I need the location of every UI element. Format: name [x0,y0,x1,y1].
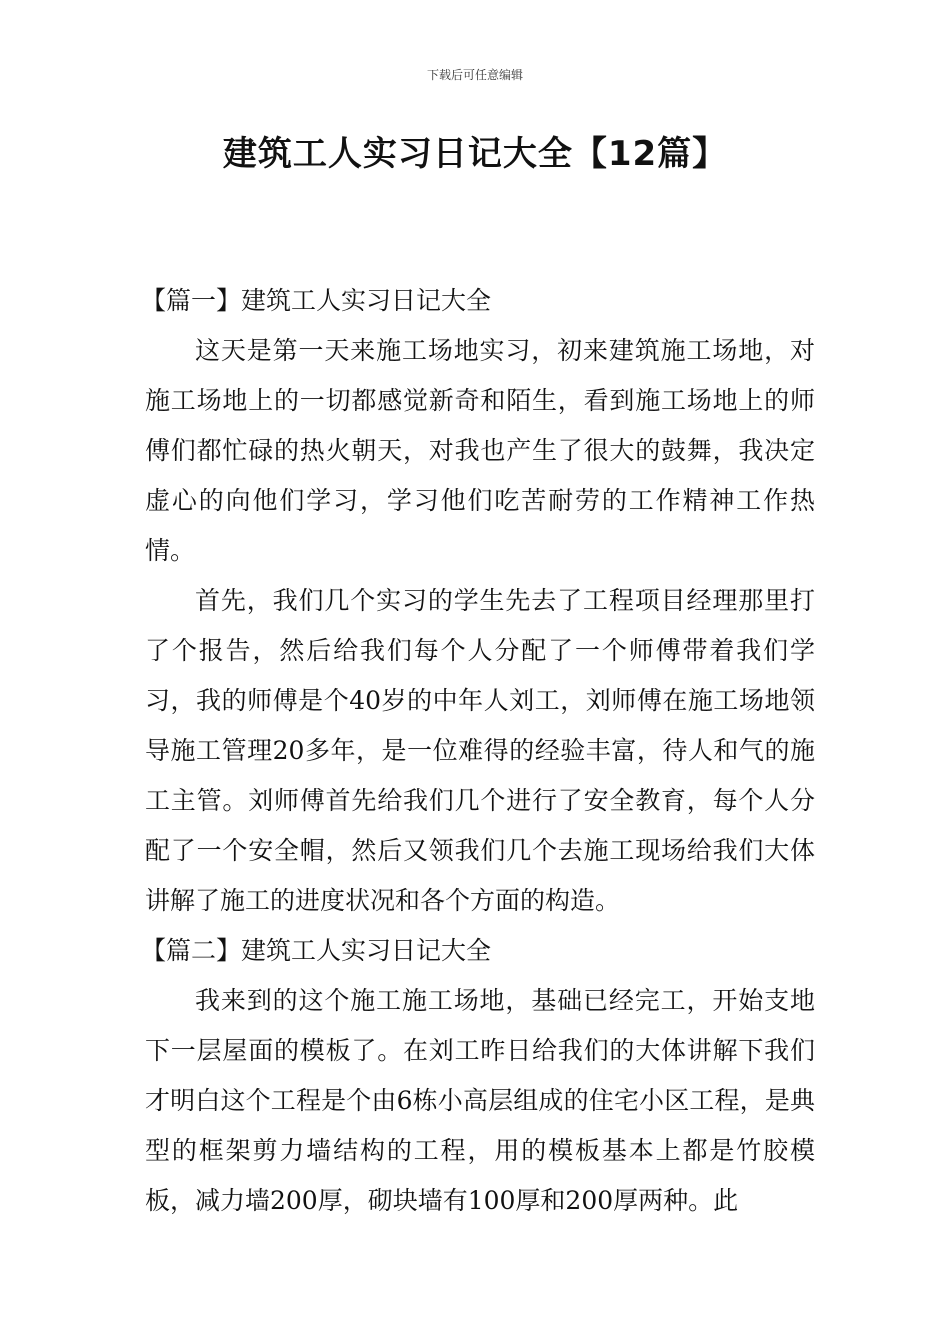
paragraph: 首先，我们几个实习的学生先去了工程项目经理那里打了个报告，然后给我们每个人分配了一个师傅带着我们学习，我的师傅是个40岁的中年人刘工，刘师傅在施工场地领导施工管理20多年，是一位难得的经验丰富，待人和气的施工主管。刘师傅首先给我们几个进行了安全教育，每个人分配了一个安全帽，然后又领我们几个去施工现场给我们大体讲解了施工的进度状况和各个方面的构造。 [145,586,815,915]
section-2 [141,926,815,1226]
document-body [141,276,815,1226]
header-note: 下载后可任意编辑 [426,68,523,82]
section-heading: 【篇一】建筑工人实习日记大全 [141,286,492,315]
document-title: 建筑工人实习日记大全【12篇】 [222,134,728,174]
paragraph: 这天是第一天来施工场地实习，初来建筑施工场地，对施工场地上的一切都感觉新奇和陌生，看到施工场地上的师傅们都忙碌的热火朝天，对我也产生了很大的鼓舞，我决定虚心的向他们学习，学习他们吃苦耐劳的工作精神工作热情。 [145,336,815,565]
section-1 [141,276,815,926]
paragraph: 我来到的这个施工施工场地，基础已经完工，开始支地下一层屋面的模板了。在刘工昨日给我们的大体讲解下我们才明白这个工程是个由6栋小高层组成的住宅小区工程，是典型的框架剪力墙结构的工程，用的模板基本上都是竹胶模板，减力墙200厚，砌块墙有100厚和200厚两种。此 [145,986,815,1215]
section-heading: 【篇二】建筑工人实习日记大全 [141,936,492,965]
